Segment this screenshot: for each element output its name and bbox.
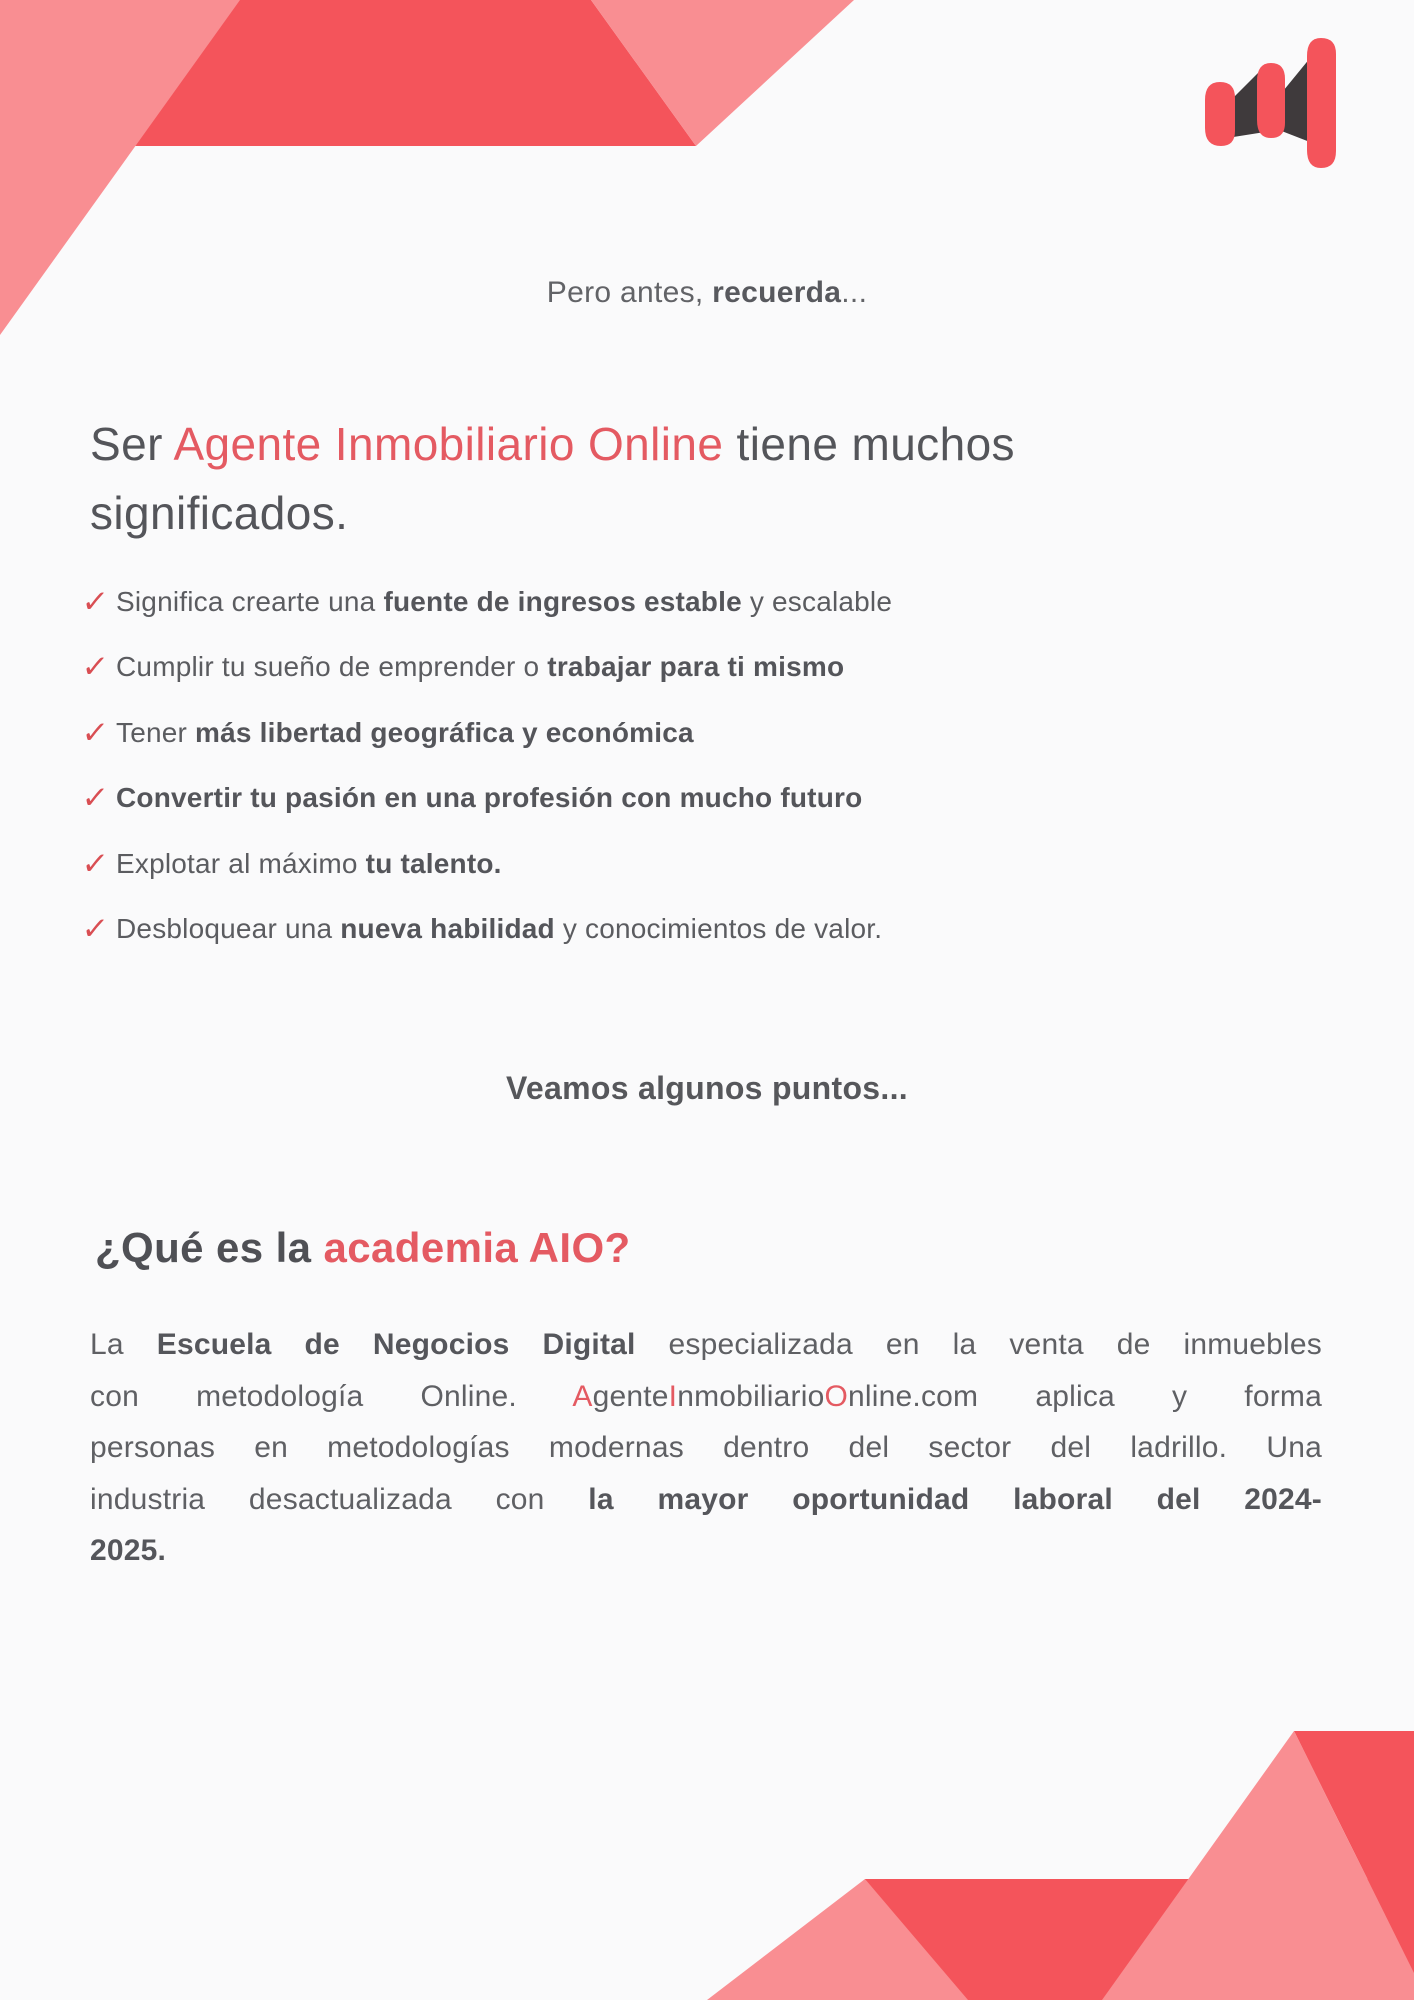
section-subtitle: Veamos algunos puntos...: [506, 1070, 908, 1106]
text-segment: Ser: [90, 418, 174, 470]
paragraph-line: [90, 1371, 1322, 1423]
checkmark-icon: ✓: [80, 845, 111, 881]
checklist-item-text: [116, 848, 502, 880]
text-segment: ¿Qué es la: [95, 1224, 324, 1271]
logo-blade-icon: [1307, 38, 1336, 168]
paragraph-line: [90, 1525, 1322, 1577]
text-segment: personas en metodologías modernas dentro del sector del ladrillo. Una: [90, 1431, 1322, 1464]
text-segment: nueva habilidad: [340, 913, 555, 945]
checkmark-icon: ✓: [80, 911, 111, 947]
text-segment: tiene muchos: [723, 418, 1015, 470]
text-segment: nline.com aplica y forma: [848, 1379, 1322, 1413]
paragraph-line: [90, 1319, 1322, 1371]
checklist-item-text: [116, 913, 882, 945]
intro-line: [0, 277, 1414, 309]
paragraph-line: [90, 1422, 1322, 1474]
text-segment: Explotar al máximo: [116, 847, 366, 879]
text-segment: nmobiliario: [677, 1379, 825, 1413]
text-segment: Cumplir tu sueño de emprender o: [116, 651, 548, 683]
logo-blade-icon: [1257, 63, 1285, 138]
logo-blade-icon: [1205, 82, 1235, 146]
text-segment: Agente Inmobiliario Online: [173, 418, 724, 470]
bottom-right-decoration: [600, 1700, 1414, 2000]
checklist-item-text: [116, 782, 862, 814]
text-segment: especializada en la venta de inmuebles: [635, 1328, 1322, 1361]
text-segment: Escuela de Negocios Digital: [156, 1328, 636, 1361]
main-heading: [90, 410, 1334, 548]
checklist-item: [82, 897, 1334, 963]
text-segment: Desbloquear una: [116, 913, 341, 945]
main-heading-line: [90, 410, 1334, 479]
text-segment: tu talento.: [365, 847, 502, 879]
text-segment: recuerda: [712, 276, 842, 309]
text-segment: más libertad geográfica y económica: [195, 716, 694, 748]
text-segment: y conocimientos de valor.: [554, 913, 883, 945]
text-segment: fuente de ingresos estable: [383, 585, 742, 617]
text-segment: gente: [592, 1379, 669, 1413]
checkmark-icon: ✓: [80, 583, 111, 619]
text-segment: y escalable: [741, 585, 893, 617]
benefits-checklist: [82, 569, 1334, 962]
text-segment: A: [572, 1379, 593, 1413]
text-segment: Tener: [116, 716, 196, 748]
checklist-item-text: [116, 586, 892, 618]
text-segment: Convertir tu pasión en una profesión con mucho futuro: [116, 782, 863, 814]
text-segment: O: [824, 1379, 849, 1413]
checkmark-icon: ✓: [80, 780, 111, 816]
text-segment: I: [668, 1379, 678, 1413]
text-segment: Pero antes,: [546, 276, 713, 309]
checklist-item: [82, 635, 1334, 701]
text-segment: 2025.: [90, 1534, 167, 1567]
checklist-item: [82, 766, 1334, 832]
paragraph-line: [90, 1474, 1322, 1526]
checklist-item-text: [116, 717, 694, 749]
brand-logo-icon: [1205, 38, 1337, 168]
about-paragraph: [90, 1319, 1322, 1577]
text-segment: la mayor oportunidad laboral del 2024-: [588, 1482, 1322, 1516]
text-segment: significados.: [90, 487, 349, 539]
checkmark-icon: ✓: [80, 649, 111, 685]
text-segment: La: [90, 1328, 157, 1361]
text-segment: ...: [841, 276, 868, 309]
checklist-item: [82, 569, 1334, 635]
checkmark-icon: ✓: [80, 714, 111, 750]
text-segment: academia AIO?: [323, 1224, 631, 1271]
text-segment: industria desactualizada con: [90, 1482, 589, 1516]
main-heading-line: [90, 479, 1334, 548]
text-segment: con metodología Online.: [90, 1379, 573, 1413]
checklist-item-text: [116, 651, 844, 683]
checklist-item: [82, 831, 1334, 897]
section-heading: [95, 1224, 1334, 1272]
text-segment: trabajar para ti mismo: [547, 651, 845, 683]
checklist-item: [82, 700, 1334, 766]
text-segment: Significa crearte una: [116, 585, 384, 617]
